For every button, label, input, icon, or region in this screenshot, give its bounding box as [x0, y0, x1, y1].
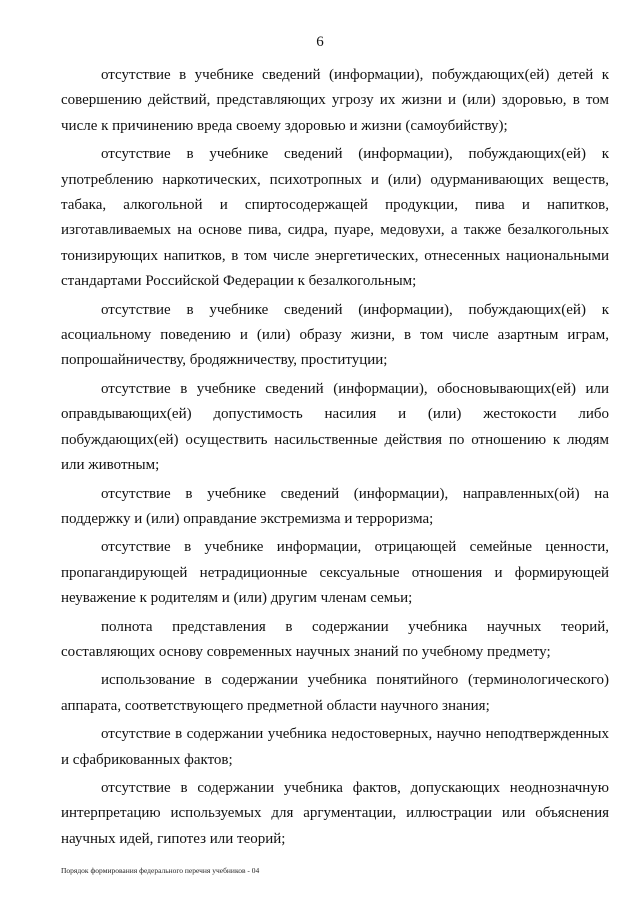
paragraph: использование в содержании учебника понятийного (терминологического) аппарата, соответствующего предметной области научного знания; — [61, 672, 609, 714]
paragraph: отсутствие в учебнике информации, отрицающей семейные ценности, пропагандирующей нетрадиционные сексуальные отношения и формирующей неуважение к родителям и (или) другим членам семьи; — [61, 539, 609, 607]
paragraph: отсутствие в содержании учебника недостоверных, научно неподтвержденных и сфабрикованных фактов; — [61, 726, 609, 768]
page-footer: Порядок формирования федерального перечня учебников - 04 — [61, 866, 260, 875]
paragraph: отсутствие в учебнике сведений (информации), побуждающих(ей) к асоциальному поведению и (или) образу жизни, в том числе азартным играм, попрошайничеству, бродяжничеству, проституции; — [61, 301, 609, 369]
paragraph: отсутствие в учебнике сведений (информации), обосновывающих(ей) или оправдывающих(ей) допустимость насилия и (или) жестокости либо побуждающих(ей) осуществить насильственные действия по отношению к людям или животным; — [61, 380, 609, 474]
paragraph: отсутствие в содержании учебника фактов, допускающих неоднозначную интерпретацию используемых для аргументации, иллюстрации или объяснения научных идей, гипотез или теорий; — [61, 779, 609, 847]
paragraph: отсутствие в учебнике сведений (информации), побуждающих(ей) к употреблению наркотических, психотропных и (или) одурманивающих веществ, табака, алкогольной и спиртосодержащей продукции, пива и напитков, изготавливаемых на основе пива, сидра, пуаре, медовухи, а также безалкогольных тонизирующих напитков, в том числе энергетических, отнесенных национальными стандартами Российской Федерации к безалкогольным; — [61, 146, 609, 290]
paragraph: отсутствие в учебнике сведений (информации), направленных(ой) на поддержку и (или) оправдание экстремизма и терроризма; — [61, 485, 609, 527]
paragraph: полнота представления в содержании учебника научных теорий, составляющих основу современных научных знаний по учебному предмету; — [61, 618, 609, 660]
page-number: 6 — [316, 34, 324, 50]
paragraph: отсутствие в учебнике сведений (информации), побуждающих(ей) детей к совершению действий, представляющих угрозу их жизни и (или) здоровью, в том числе к причинению вреда своему здоровью и жизни (самоубийству); — [61, 67, 609, 134]
document-body — [61, 63, 609, 855]
